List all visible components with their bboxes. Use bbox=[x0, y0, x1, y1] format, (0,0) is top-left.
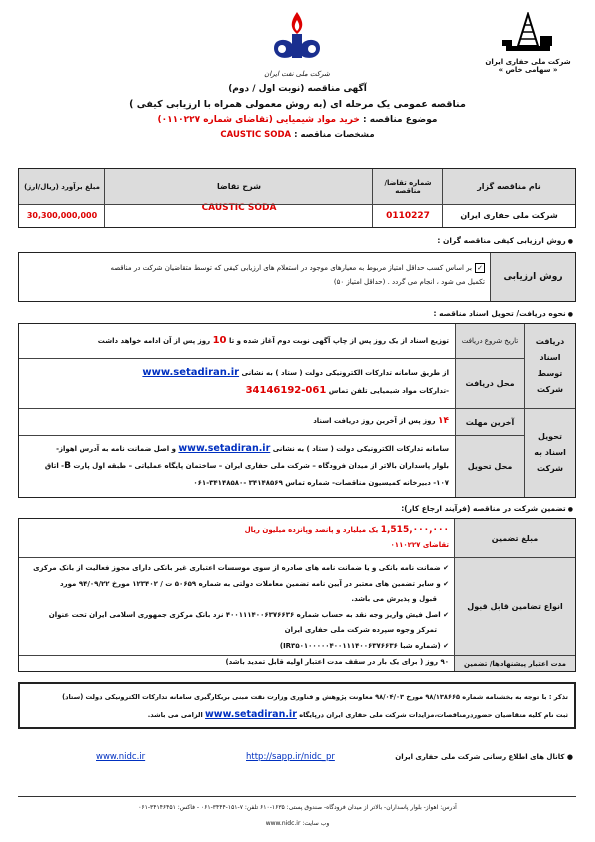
deliver-url-link[interactable]: www.setadiran.ir bbox=[178, 443, 271, 454]
evaluation-label: روش ارزیابی bbox=[491, 253, 575, 301]
website-link[interactable]: www.nidc.ir bbox=[96, 752, 146, 762]
evaluation-section-title: ● روش ارزیابی کیفی مناقصه گران : bbox=[437, 236, 573, 245]
nidc-logo bbox=[478, 12, 578, 74]
company-subtitle: « سهامی خاص » bbox=[498, 66, 558, 74]
deadline-label: آخرین مهلت bbox=[456, 409, 524, 435]
emblem-caption: شرکت ملی نفت ایران bbox=[264, 70, 330, 78]
note-url-link[interactable]: www.setadiran.ir bbox=[205, 709, 297, 720]
bullet-icon: ✔ bbox=[440, 579, 449, 588]
start-text: توزیع اسناد از یک روز پس از چاپ آگهی نوبت دوم آغاز شده و تا 10 روز پس از آن ادامه خواهد داشت bbox=[97, 335, 449, 346]
spec-table bbox=[18, 168, 576, 228]
bullet-icon: ✔ bbox=[440, 641, 449, 650]
deliver-group-label: تحویل اسناد به شرکت bbox=[525, 409, 575, 497]
nioc-emblem-icon bbox=[268, 8, 326, 66]
guarantee-item: ✔ اصل فیش واریز وجه نقد به حساب شماره ۴۰۰۱۱۱۴۰۰۶۳۷۶۶۳۶ نزد بانک مرکزی جمهوری اسلامی ایران تحت عنوان bbox=[48, 610, 449, 619]
bullet-icon: ● bbox=[564, 753, 573, 761]
channel-label: ● کانال های اطلاع رسانی شرکت ملی حفاری ایران bbox=[395, 753, 573, 761]
documents-section-title: ● نحوه دریافت/ تحویل اسناد مناقصه : bbox=[433, 309, 573, 318]
place-url-link[interactable]: www.setadiran.ir bbox=[142, 367, 240, 378]
deliver-text: سامانه تدارکات الکترونیکی دولت ( ستاد ) به نشانی www.setadiran.ir و اصل ضمانت نامه به آدرس اهواز- بلوار پاسداران بالاتر از میدان فرودگاه – شرکت ملی حفاری ایران – ساختمان پایگاه عملیاتی – طبقه اول پارت B- اتاق ۱۰۷- دبیرخانه کمیسیون مناقصات- شماره تماس ۳۴۱۴۸۵۶۹ -۳۴۱۴۸۵۸۰-۰۶۱ bbox=[44, 443, 449, 487]
place-label: محل دریافت bbox=[456, 359, 524, 408]
company-name: شرکت ملی حفاری ایران bbox=[485, 58, 571, 66]
guarantee-box bbox=[18, 518, 576, 672]
spec-estimate: 30,300,000,000 bbox=[26, 211, 98, 220]
types-label: انواع تضامین قابل قبول bbox=[455, 558, 575, 655]
drilling-rig-icon bbox=[498, 12, 558, 54]
deliver-label: محل تحویل bbox=[456, 436, 524, 497]
guarantee-section-title: ● تضمین شرکت در مناقصه (فرآیند ارجاع کار): bbox=[401, 504, 573, 513]
bullet-icon: ✔ bbox=[440, 564, 449, 572]
checkbox-icon: ✓ bbox=[475, 263, 485, 273]
tender-specs: مشخصات مناقصه : CAUSTIC SODA bbox=[220, 130, 375, 140]
guarantee-items bbox=[23, 561, 449, 654]
validity-text: ۹۰ روز ( برای یک بار در سقف مدت اعتبار اولیه قابل تمدید باشد) bbox=[225, 658, 449, 666]
deadline-text: ۱۴ روز پس از آخرین روز دریافت اسناد bbox=[313, 416, 449, 426]
spec-description: CAUSTIC SODA bbox=[201, 203, 277, 213]
nioc-emblem bbox=[262, 8, 332, 78]
guarantee-item: تمرکز وجوه سپرده شرکت ملی حفاری ایران bbox=[284, 626, 437, 634]
place-text: از طریق سامانه تدارکات الکترونیکی دولت ( ستاد ) به نشانی www.setadiran.ir -تدارکات مواد شیمیایی تلفن تماس 061-34146192 bbox=[142, 367, 449, 396]
spec-header-organizer: نام مناقصه گزار bbox=[443, 169, 575, 204]
place-phone: 061-34146192 bbox=[245, 385, 327, 396]
amount-label: مبلغ تضمین bbox=[455, 519, 575, 557]
spec-header-request-no: شماره تقاضا/ مناقصه bbox=[373, 169, 443, 204]
guarantee-item: ✔ (شماره شبا IR۳۵۰۱۰۰۰۰۰۴۰۰۱۱۱۴۰۰۶۳۷۶۶۳۶) bbox=[279, 641, 449, 650]
amount-text: 1,515,۰۰۰,۰۰۰ یک میلیارد و پانصد وپانزده میلیون ریال تقاضای ۰۱۱۰۲۲۷ bbox=[244, 525, 449, 549]
footer-website: وب سایت: www.nidc.ir bbox=[265, 820, 330, 827]
spec-header-estimate: مبلغ برآورد (ریال/ارز) bbox=[19, 169, 105, 204]
sapp-link[interactable]: http://sapp.ir/nidc_pr bbox=[246, 752, 335, 762]
note-box bbox=[18, 682, 576, 729]
documents-box bbox=[18, 323, 576, 498]
guarantee-item: ✔ ضمانت نامه بانکی و یا ضمانت نامه های صادره از سوی موسسات اعتباری غیر بانکی دارای مجوز فعالیت از بانک مرکزی bbox=[33, 564, 449, 572]
start-label: تاریخ شروع دریافت bbox=[456, 324, 524, 358]
note-text: تذکر : با توجه به بخشنامه شماره ۹۸/۱۳۸۶۶۵ مورخ ۹۸/۰۴/۰۳ معاونت پژوهش و فناوری وزارت نفت مبنی بربکارگیری سامانه تدارکات الکترونیکی دولت (ستاد) ثبت نام کلیه متقاضیان حضوردرمناقصات،مزایدات شرکت ملی حفاری ایران درپایگاه www.setadiran.ir الزامی می باشد. bbox=[62, 693, 568, 720]
spec-request-no: 0110227 bbox=[386, 210, 430, 221]
tender-type: مناقصه عمومی یک مرحله ای (به روش معمولی همراه با ارزیابی کیفی ) bbox=[129, 99, 466, 110]
tender-subject: موضوع مناقصه : خرید مواد شیمیایی (تقاضای شماره ۰۱۱۰۲۲۷) bbox=[157, 115, 438, 125]
evaluation-text: ✓بر اساس کسب حداقل امتیاز مربوط به معیارهای موجود در استعلام های ارزیابی کیفی که توسط متقاضیان شرکت در مناقصه تکمیل می شود ، انجام می گردد . (حداقل امتیاز ۵۰) bbox=[110, 264, 485, 286]
guarantee-item: ✔ و سایر تضمین های معتبر در آیین نامه تضمین معاملات دولتی به شماره ۵۰۶۵۹ ت / ۱۲۳۴۰۲ مورخ ۹۴/۰۹/۲۲ مورد bbox=[60, 579, 449, 588]
footer-divider bbox=[18, 796, 576, 797]
bullet-icon: ✔ bbox=[440, 610, 449, 619]
guarantee-item: قبول و پذیرش می باشد. bbox=[351, 595, 437, 603]
notice-title: آگهی مناقصه (نوبت اول / دوم) bbox=[228, 84, 367, 94]
receive-group-label: دریافت اسناد توسط شرکت bbox=[525, 324, 575, 408]
evaluation-box bbox=[18, 252, 576, 302]
footer-address: آدرس: اهواز- بلوار پاسداران- بالاتر از میدان فرودگاه- صندوق پستی: ۱۶۳۵-۶۱۰ تلفن: ۷-۱۵۱-۳۴۴۴-۰۶۱ - فاکس: ۳۴۱۴۶۴۵۱-۰۶۱ bbox=[138, 804, 457, 811]
validity-label: مدت اعتبار پیشنهادها/ تضمین bbox=[455, 656, 575, 671]
spec-header-description: شرح تقاضا bbox=[105, 169, 373, 204]
spec-organizer: شرکت ملی حفاری ایران bbox=[460, 211, 558, 220]
